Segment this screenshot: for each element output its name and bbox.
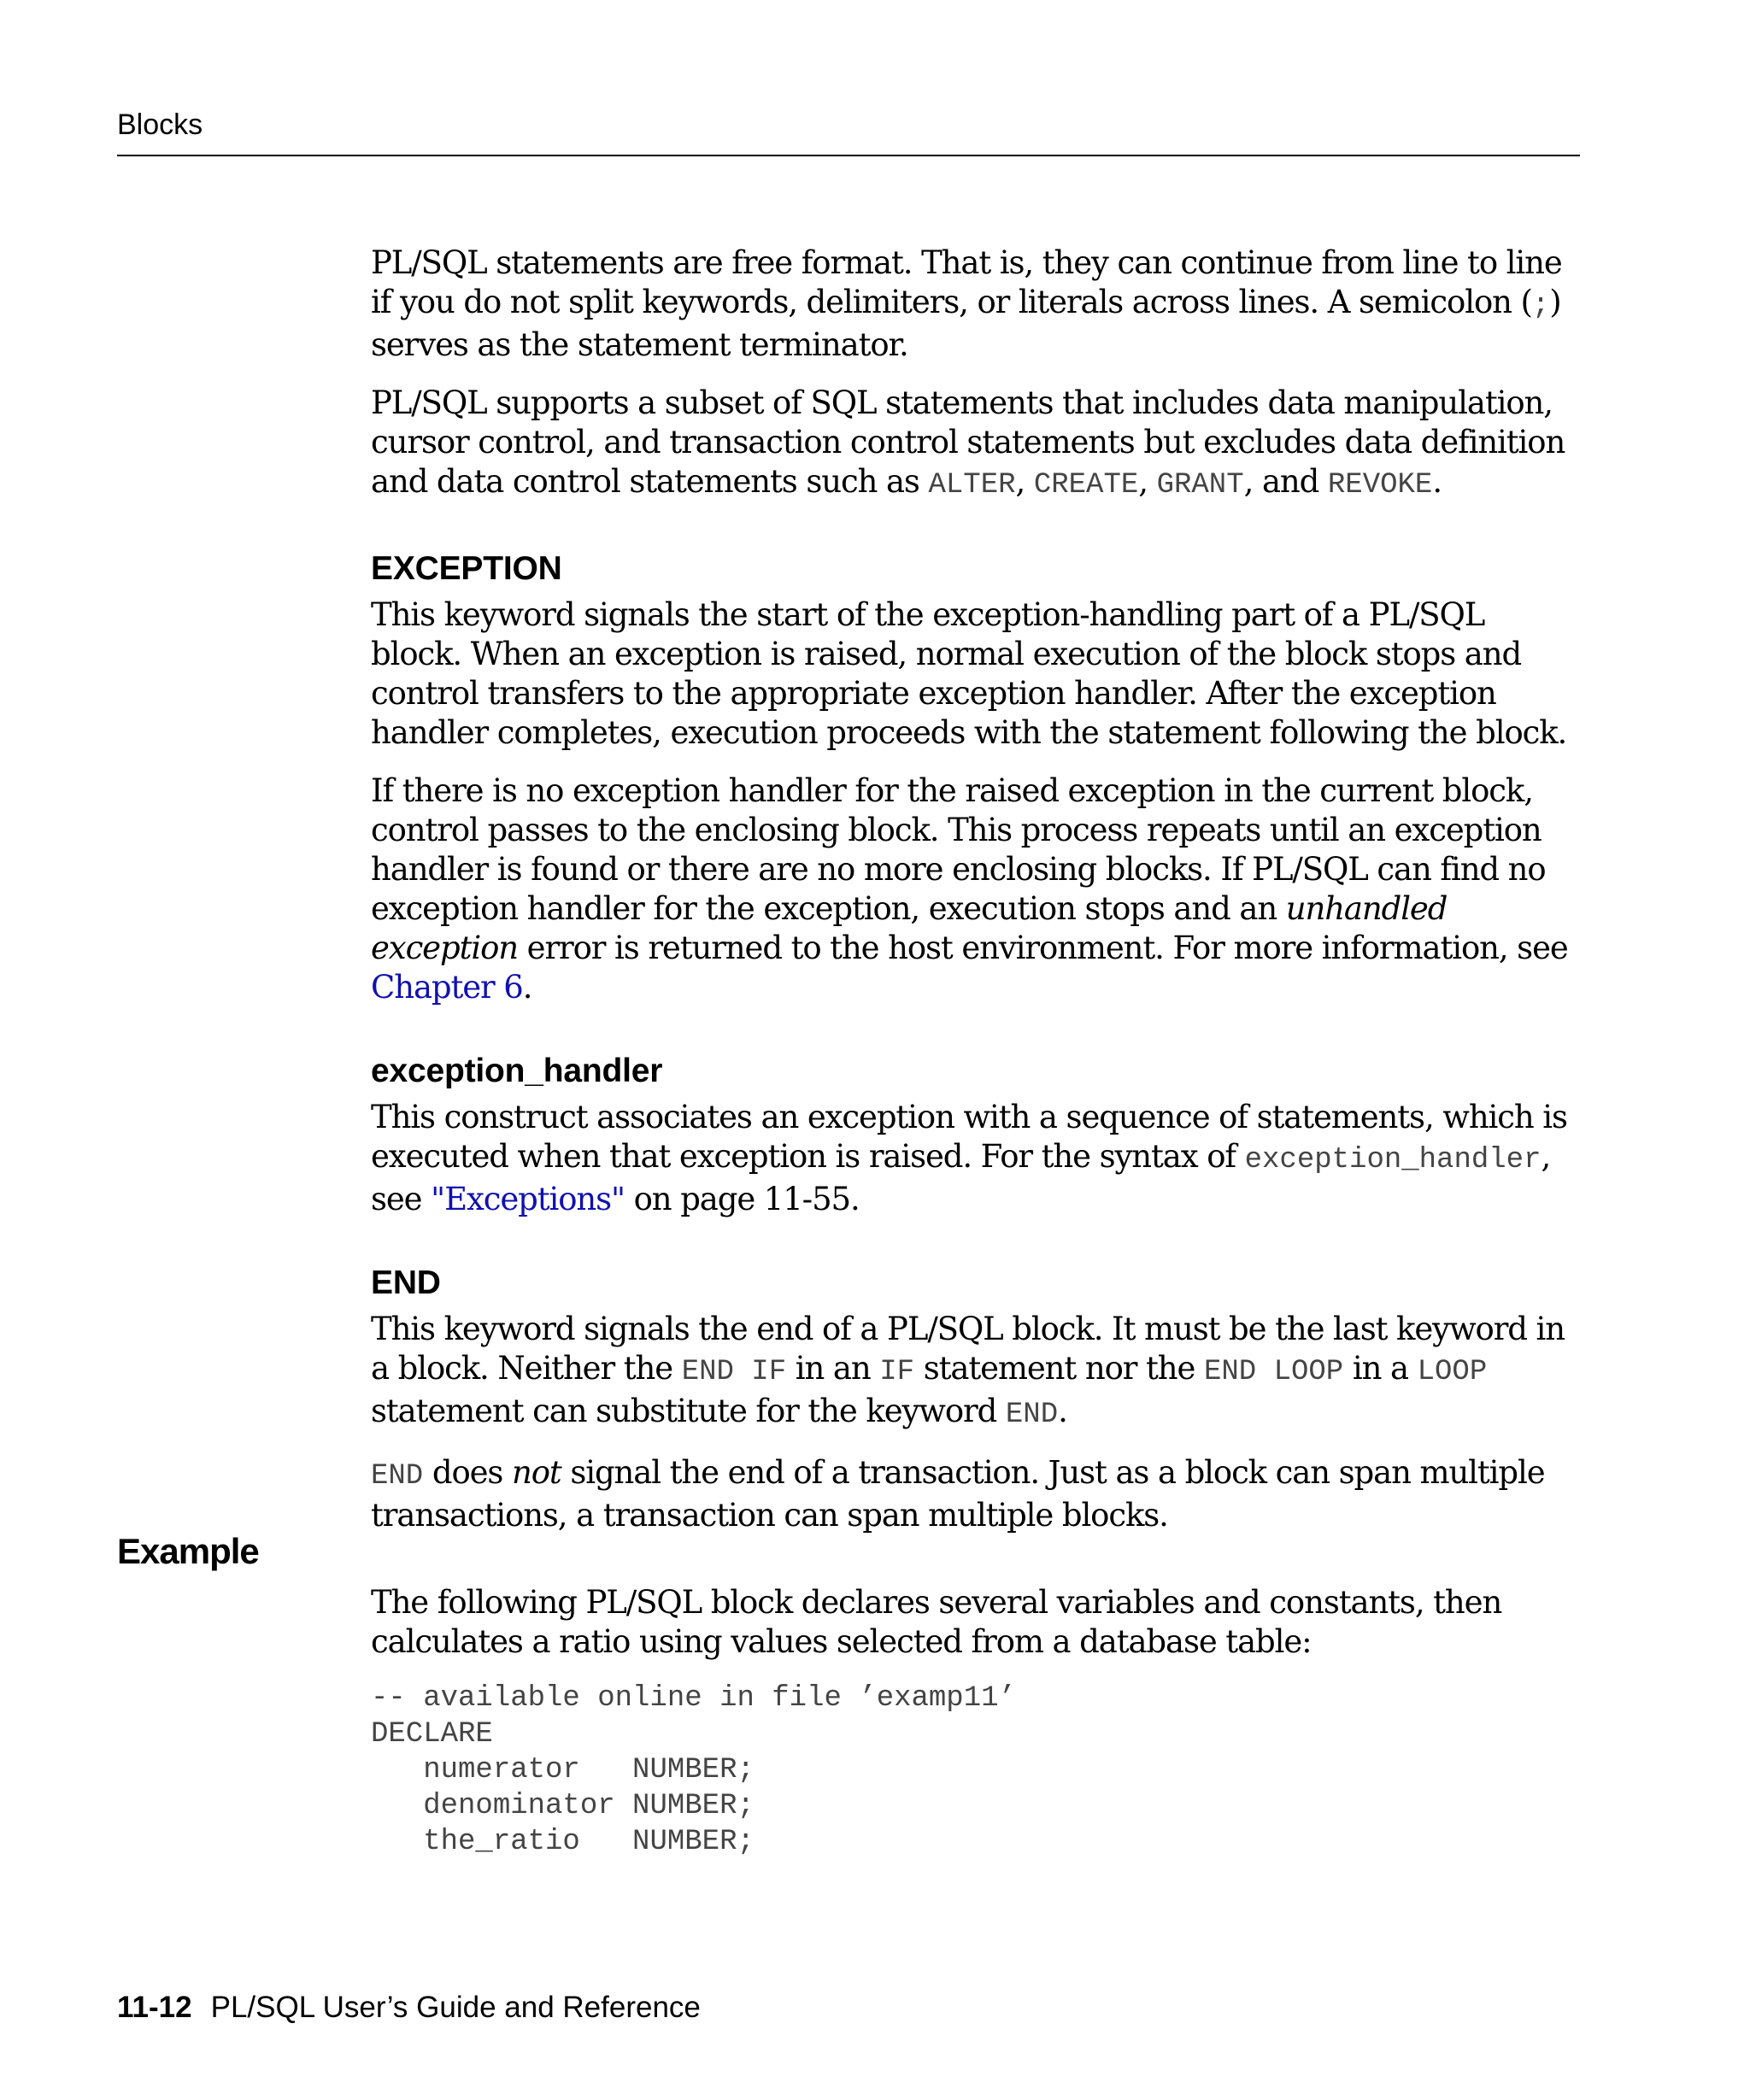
paragraph-free-format: PL/SQL statements are free format. That is, they can continue from line to line if you do not split keywords, delimiters, or literals across lines. A semicolon (;) serves as the statement terminator.	[371, 244, 1562, 363]
code-end-keyword: END	[371, 1460, 424, 1493]
code-exception-handler: exception_handler	[1244, 1144, 1542, 1176]
code-line: denominator NUMBER;	[371, 1790, 755, 1822]
code-grant: GRANT	[1156, 469, 1244, 502]
code-alter: ALTER	[928, 469, 1016, 502]
code-end: END	[1005, 1399, 1059, 1431]
code-loop: LOOP	[1417, 1356, 1488, 1388]
code-line: numerator NUMBER;	[371, 1754, 755, 1786]
example-body	[371, 1583, 1584, 1860]
code-line: the_ratio NUMBER;	[371, 1826, 755, 1858]
paragraph-end-2: END does not signal the end of a transaction. Just as a block can span multiple transactions, a transaction can span multiple blocks.	[371, 1454, 1545, 1534]
page-number: 11-12	[117, 1991, 192, 2024]
emphasis-unhandled-exception: unhandled exception	[371, 890, 1448, 966]
code-end-loop: END LOOP	[1203, 1356, 1344, 1388]
code-revoke: REVOKE	[1327, 469, 1433, 502]
code-line: -- available online in file ’examp11’	[371, 1682, 1016, 1715]
header-rule	[117, 155, 1580, 156]
link-chapter-6[interactable]: Chapter 6	[371, 969, 523, 1006]
main-body	[371, 243, 1584, 1535]
paragraph-sql-subset: PL/SQL supports a subset of SQL statements that includes data manipulation, cursor control, and transaction control statements but excludes data definition and data control statements such as ALTER, CREATE, GRANT, and REVOKE.	[371, 384, 1565, 502]
code-create: CREATE	[1033, 469, 1139, 502]
paragraph-exception-2: If there is no exception handler for the raised exception in the current block, control passes to the enclosing block. This process repeats until an exception handler is found or there are no more enclosing blocks. If PL/SQL can find no exception handler for the exception, execution stops and an unhandled exception error is returned to the host environment. For more information, see Chapter 6.	[371, 772, 1568, 1006]
running-header: Blocks	[117, 109, 203, 141]
code-semicolon: ;	[1531, 290, 1550, 322]
paragraph-exception-1: This keyword signals the start of the exception-handling part of a PL/SQL block. When an exception is raised, normal execution of the block stops and control transfers to the appropriate exception handler. After the exception handler completes, execution proceeds with the statement following the block.	[371, 596, 1567, 751]
code-if: IF	[879, 1356, 915, 1388]
paragraph-example-intro: The following PL/SQL block declares several variables and constants, then calculates a ratio using values selected from a database table:	[371, 1584, 1502, 1660]
code-end-if: END IF	[681, 1356, 787, 1388]
paragraph-end-1: This keyword signals the end of a PL/SQL block. It must be the last keyword in a block. Neither the END IF in an IF statement nor the END LOOP in a LOOP statement can substitute for the keyword END.	[371, 1311, 1565, 1431]
emphasis-not: not	[512, 1454, 561, 1491]
heading-example: Example	[117, 1531, 259, 1571]
page-footer	[117, 1991, 701, 2025]
heading-end: END	[371, 1264, 441, 1301]
heading-exception: EXCEPTION	[371, 550, 562, 587]
heading-exception-handler: exception_handler	[371, 1053, 663, 1089]
code-line: DECLARE	[371, 1718, 493, 1751]
code-example-block	[371, 1681, 1584, 1860]
link-exceptions[interactable]: "Exceptions"	[431, 1181, 625, 1217]
paragraph-exception-handler: This construct associates an exception with a sequence of statements, which is executed when that exception is raised. For the syntax of exception_handler, see "Exceptions" on page 11-55.	[371, 1099, 1567, 1217]
book-title: PL/SQL User’s Guide and Reference	[210, 1991, 701, 2024]
